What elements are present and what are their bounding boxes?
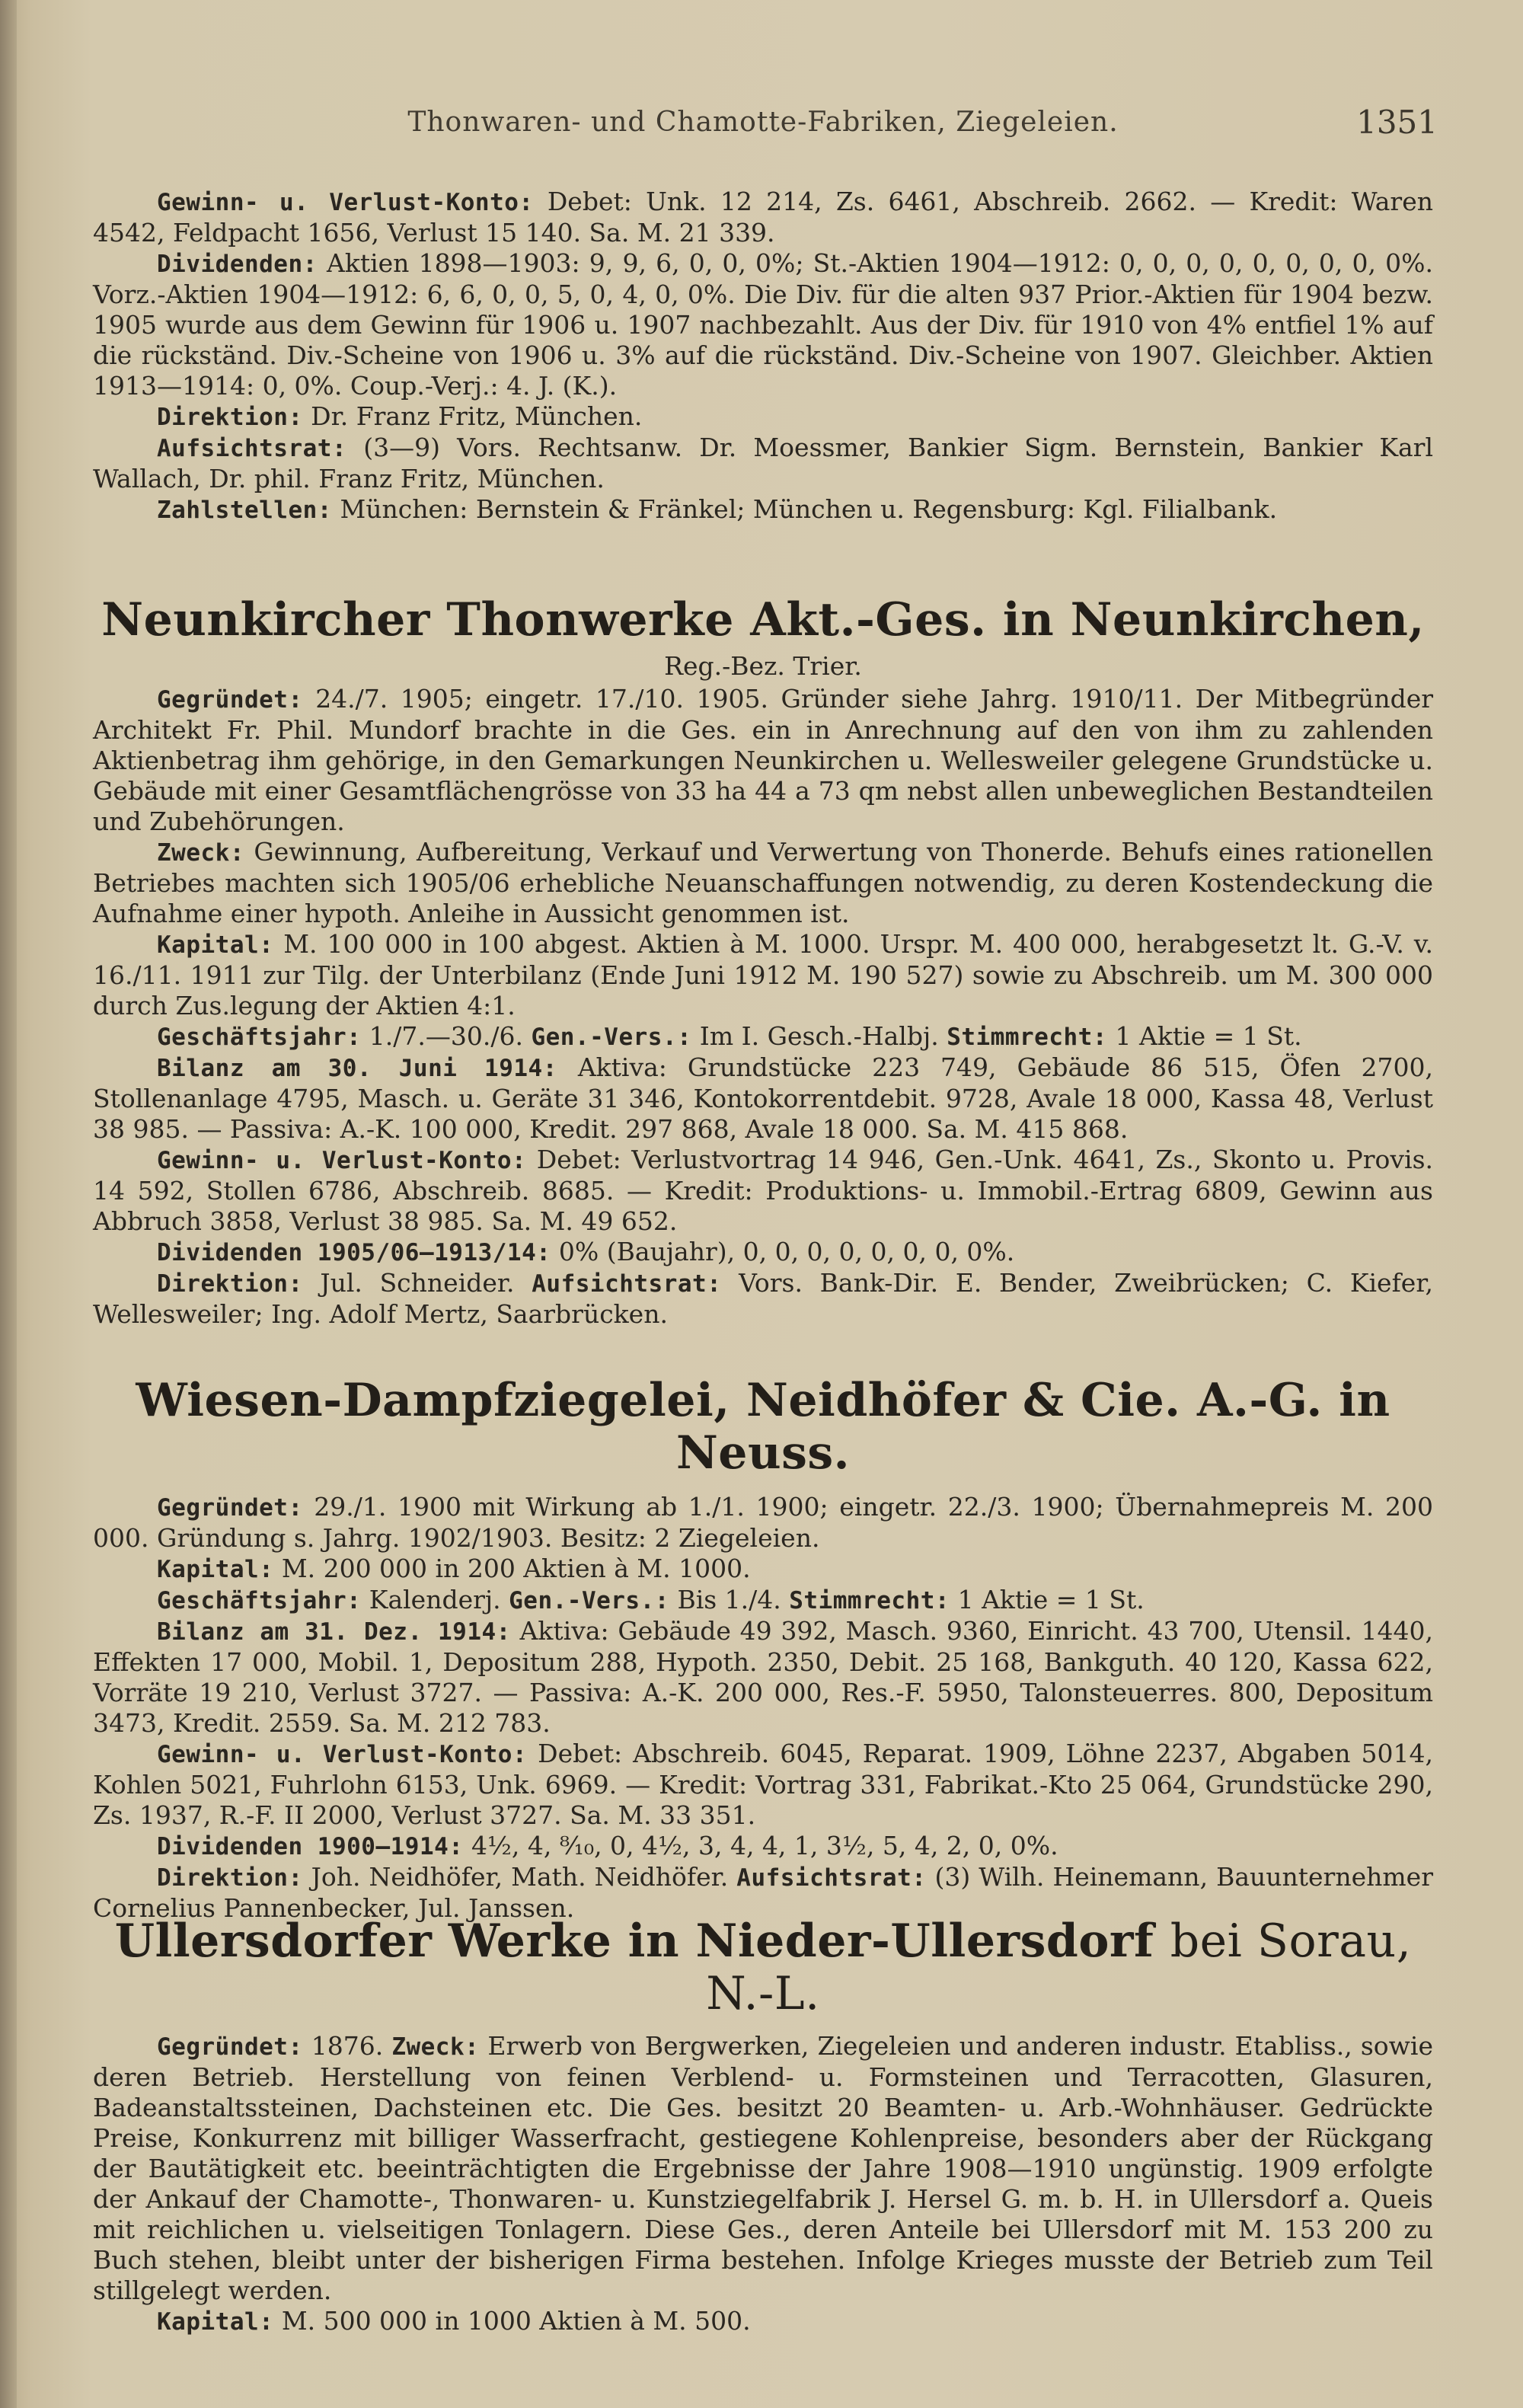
label-dividenden: Dividenden 1905/06—1913/14: <box>157 1239 551 1266</box>
paragraph-aufsichtsrat <box>93 433 1433 494</box>
paragraph-dividenden <box>93 1237 1433 1268</box>
text-aufsichtsrat: Vors. Bank-Dir. E. Bender, Zweibrücken; C. Kiefer, Wellesweiler; Ing. Adolf Mertz, Saarbrücken. <box>93 1268 1433 1329</box>
paragraph-bilanz <box>93 1052 1433 1145</box>
label-direktion: Direktion: <box>157 1864 303 1892</box>
section-ullersdorf <box>93 1915 1433 2337</box>
text-stimmrecht: 1 Aktie = 1 St. <box>1115 1021 1302 1051</box>
label-geschaeftsjahr: Geschäftsjahr: <box>157 1587 362 1614</box>
company-title-wiesen: Wiesen-Dampfziegelei, Neidhöfer & Cie. A.-G. in Neuss. <box>136 1374 1390 1480</box>
label-aufsichtsrat: Aufsichtsrat: <box>157 435 347 462</box>
paragraph-dividenden <box>93 1831 1433 1862</box>
label-gewinn-verlust: Gewinn- u. Verlust-Konto: <box>157 1741 528 1768</box>
text-geschaeftsjahr: 1./7.—30./6. <box>369 1021 523 1051</box>
label-gegruendet: Gegründet: <box>157 2033 303 2061</box>
text-aufsichtsrat: (3—9) Vors. Rechtsanw. Dr. Moessmer, Bankier Sigm. Bernstein, Bankier Karl Wallach, Dr. phil. Franz Fritz, München. <box>93 433 1434 493</box>
text-stimmrecht: 1 Aktie = 1 St. <box>957 1585 1145 1614</box>
paragraph-gewinn-verlust <box>93 1739 1433 1831</box>
text-gewinn-verlust: Debet: Unk. 12 214, Zs. 6461, Abschreib. 2662. — Kredit: Waren 4542, Feldpacht 1656, Verlust 15 140. Sa. M. 21 339. <box>93 187 1433 248</box>
label-kapital: Kapital: <box>157 931 274 959</box>
text-gegruendet: 29./1. 1900 mit Wirkung ab 1./1. 1900; eingetr. 22./3. 1900; Übernahmepreis M. 200 000. Gründung s. Jahrg. 1902/1903. Besitz: 2 Ziegeleien. <box>93 1492 1433 1553</box>
section-wiesen <box>93 1375 1433 1924</box>
label-kapital: Kapital: <box>157 1556 274 1583</box>
label-gegruendet: Gegründet: <box>157 686 303 714</box>
company-title-neunkircher: Neunkircher Thonwerke Akt.-Ges. in Neunkirchen, <box>101 593 1425 647</box>
label-dividenden: Dividenden 1900—1914: <box>157 1833 464 1860</box>
section-continuation <box>93 187 1433 525</box>
text-kapital: M. 100 000 in 100 abgest. Aktien à M. 1000. Urspr. M. 400 000, herabgesetzt lt. G.-V. v. 16./11. 1911 zur Tilg. der Unterbilanz (Ende Juni 1912 M. 190 527) sowie zu Abschreib. um M. 300 000 durch Zus.legung der Aktien 4:1. <box>93 929 1433 1020</box>
paragraph-zahlstellen <box>93 494 1433 525</box>
label-bilanz: Bilanz am 30. Juni 1914: <box>157 1055 557 1082</box>
text-gen-vers: Bis 1./4. <box>677 1585 781 1614</box>
text-zweck: Erwerb von Bergwerken, Ziegeleien und anderen industr. Etabliss., sowie deren Betrieb. Herstellung von feinen Verblend- u. Formsteinen und Terracotten, Glasuren, Badeanstaltssteinen, Dachsteinen etc. Die Ges. besitzt 20 Beamten- u. Arb.-Wohnhäuser. Gedrückte Preise, Konkurrenz mit billiger Wasserfracht, gestiegene Kohlenpreise, besonders aber der Rückgang der Bautätigkeit etc. beeinträchtigten die Ergebnisse der Jahre 1908—1910 ungünstig. 1909 erfolgte der Ankauf der Chamotte-, Thonwaren- u. Kunstziegelfabrik J. Hersel G. m. b. H. in Ullersdorf a. Queis mit reichlichen u. vielseitigen Tonlagern. Diese Ges., deren Anteile bei Ullersdorf mit M. 153 200 zu Buch stehen, bleibt unter der bisherigen Firma bestehen. Infolge Krieges musste der Betrieb zum Teil stillgelegt werden. <box>93 2031 1433 2305</box>
text-kapital: M. 500 000 in 1000 Aktien à M. 500. <box>281 2306 751 2336</box>
text-gewinn-verlust: Debet: Abschreib. 6045, Reparat. 1909, Löhne 2237, Abgaben 5014, Kohlen 5021, Fuhrlohn 6153, Unk. 6969. — Kredit: Vortrag 331, Fabrikat.-Kto 25 064, Grundstücke 290, Zs. 1937, R.-F. II 2000, Verlust 3727. Sa. M. 33 351. <box>93 1739 1434 1830</box>
text-gen-vers: Im I. Gesch.-Halbj. <box>699 1021 939 1051</box>
text-dividenden: Aktien 1898—1903: 9, 9, 6, 0, 0, 0%; St.-Aktien 1904—1912: 0, 0, 0, 0, 0, 0, 0, 0, 0%. Vorz.-Aktien 1904—1912: 6, 6, 0, 0, 5, 0, 4, 0, 0%. Die Div. für die alten 937 Prior.-Aktien für 1904 bezw. 1905 wurde aus dem Gewinn für 1906 u. 1907 nachbezahlt. Aus der Div. für 1910 von 4% entfiel 1% auf die rückständ. Div.-Scheine von 1906 u. 3% auf die rückständ. Div.-Scheine von 1907. Gleichber. Aktien 1913—1914: 0, 0%. Coup.-Verj.: 4. J. (K.). <box>93 248 1433 401</box>
title-main: Ullersdorfer Werke in Nieder-Ullersdorf <box>114 1915 1154 1968</box>
text-zweck: Gewinnung, Aufbereitung, Verkauf und Verwertung von Thonerde. Behufs eines rationellen Betriebes machten sich 1905/06 erhebliche Neuanschaffungen notwendig, zu deren Kostendeckung die Aufnahme einer hypoth. Anleihe in Aussicht genommen ist. <box>93 837 1433 928</box>
paragraph-gegruendet <box>93 684 1433 837</box>
label-zweck: Zweck: <box>391 2033 480 2061</box>
text-direktion: Dr. Franz Fritz, München. <box>311 401 643 431</box>
paragraph-direktion-aufsichtsrat <box>93 1268 1433 1330</box>
title-suffix: bei Sorau, N.-L. <box>706 1915 1412 2020</box>
paragraph-geschaeftsjahr <box>93 1585 1433 1616</box>
paragraph-geschaeftsjahr <box>93 1021 1433 1052</box>
text-gewinn-verlust: Debet: Verlustvortrag 14 946, Gen.-Unk. 4641, Zs., Skonto u. Provis. 14 592, Stollen 6786, Abschreib. 8685. — Kredit: Produktions- u. Immobil.-Ertrag 6809, Gewinn aus Abbruch 3858, Verlust 38 985. Sa. M. 49 652. <box>93 1145 1433 1236</box>
label-direktion: Direktion: <box>157 404 303 431</box>
book-spine-shadow <box>0 0 17 2408</box>
text-direktion: Joh. Neidhöfer, Math. Neidhöfer. <box>311 1862 729 1892</box>
paragraph-kapital <box>93 2306 1433 2337</box>
text-dividenden: 4½, 4, ⁸⁄₁₀, 0, 4½, 3, 4, 4, 1, 3½, 5, 4, 2, 0, 0%. <box>471 1831 1058 1860</box>
text-bilanz: Aktiva: Gebäude 49 392, Masch. 9360, Einricht. 43 700, Utensil. 1440, Effekten 17 000, Mobil. 1, Depositum 288, Hypoth. 2350, Debit. 25 168, Bankguth. 40 120, Kassa 622, Vorräte 19 210, Verlust 3727. — Passiva: A.-K. 200 000, Res.-F. 5950, Talonsteuerres. 800, Depositum 3473, Kredit. 2559. Sa. M. 212 783. <box>93 1616 1433 1738</box>
label-gegruendet: Gegründet: <box>157 1494 303 1522</box>
text-geschaeftsjahr: Kalenderj. <box>369 1585 501 1614</box>
paragraph-kapital <box>93 929 1433 1021</box>
label-gewinn-verlust: Gewinn- u. Verlust-Konto: <box>157 1147 527 1174</box>
label-gewinn-verlust: Gewinn- u. Verlust-Konto: <box>157 189 534 216</box>
label-stimmrecht: Stimmrecht: <box>947 1024 1107 1051</box>
label-zweck: Zweck: <box>157 839 244 867</box>
label-gen-vers: Gen.-Vers.: <box>509 1587 669 1614</box>
label-aufsichtsrat: Aufsichtsrat: <box>532 1270 722 1298</box>
text-zahlstellen: München: Bernstein & Fränkel; München u. Regensburg: Kgl. Filialbank. <box>340 494 1278 524</box>
label-bilanz: Bilanz am 31. Dez. 1914: <box>157 1618 511 1646</box>
label-zahlstellen: Zahlstellen: <box>157 497 332 524</box>
region-label: Reg.-Bez. Trier. <box>664 651 862 681</box>
paragraph-zweck <box>93 837 1433 929</box>
label-dividenden: Dividenden: <box>157 251 318 278</box>
paragraph-gegruendet-zweck <box>93 2031 1433 2306</box>
paragraph-gewinn-verlust <box>93 1145 1433 1237</box>
paragraph-gewinn-verlust <box>93 187 1433 248</box>
label-kapital: Kapital: <box>157 2308 274 2336</box>
text-bilanz: Aktiva: Grundstücke 223 749, Gebäude 86 515, Öfen 2700, Stollenanlage 4795, Masch. u. Geräte 31 346, Kontokorrentdebit. 9728, Avale 18 000, Kassa 48, Verlust 38 985. — Passiva: A.-K. 100 000, Kredit. 297 868, Avale 18 000. Sa. M. 415 868. <box>93 1052 1433 1144</box>
label-stimmrecht: Stimmrecht: <box>789 1587 950 1614</box>
text-gegruendet: 24./7. 1905; eingetr. 17./10. 1905. Gründer siehe Jahrg. 1910/11. Der Mitbegründer Architekt Fr. Phil. Mundorf brachte in die Ges. ein in Anrechnung auf den von ihm zu zahlenden Aktienbetrag ihm gehörige, in den Gemarkungen Neunkirchen u. Wellesweiler gelegene Grundstücke u. Gebäude mit einer Gesamtflächengrösse von 33 ha 44 a 73 qm nebst allen unbeweglichen Bestandteilen und Zubehörungen. <box>93 684 1433 836</box>
label-geschaeftsjahr: Geschäftsjahr: <box>157 1024 362 1051</box>
running-title: Thonwaren- und Chamotte-Fabriken, Ziegeleien. <box>407 107 1119 138</box>
running-head <box>93 104 1438 152</box>
paragraph-direktion <box>93 401 1433 433</box>
label-gen-vers: Gen.-Vers.: <box>531 1024 692 1051</box>
label-direktion: Direktion: <box>157 1270 303 1298</box>
paragraph-bilanz <box>93 1616 1433 1739</box>
section-neunkircher <box>93 594 1433 1330</box>
text-aufsichtsrat: (3) Wilh. Heinemann, Bauunternehmer Cornelius Pannenbecker, Jul. Janssen. <box>93 1862 1433 1923</box>
label-aufsichtsrat: Aufsichtsrat: <box>736 1864 927 1892</box>
page-number: 1351 <box>1356 104 1438 141</box>
text-kapital: M. 200 000 in 200 Aktien à M. 1000. <box>281 1554 751 1583</box>
paragraph-gegruendet <box>93 1492 1433 1554</box>
paragraph-dividenden <box>93 248 1433 401</box>
text-direktion: Jul. Schneider. <box>320 1268 515 1298</box>
paragraph-kapital <box>93 1554 1433 1585</box>
company-title-ullersdorf <box>93 1915 1433 2020</box>
text-gegruendet: 1876. <box>311 2031 384 2061</box>
text-dividenden: 0% (Baujahr), 0, 0, 0, 0, 0, 0, 0, 0%. <box>558 1237 1015 1266</box>
